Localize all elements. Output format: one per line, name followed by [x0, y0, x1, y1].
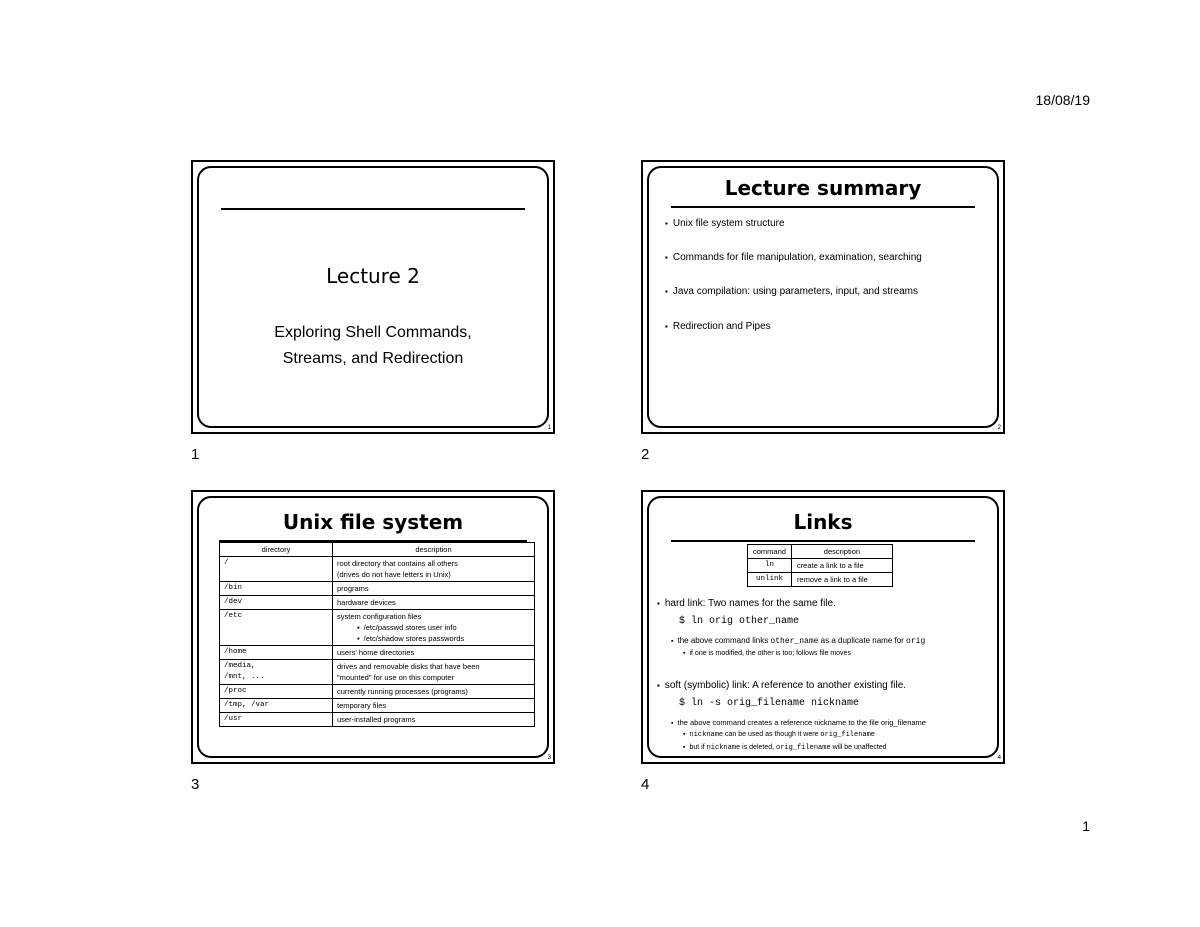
hard-link-sub-sub-bullet: ▪ if one is modified, the other is too; follows file moves [683, 650, 851, 657]
dir-text: /media, [224, 662, 256, 670]
sub-code: nickname [706, 744, 741, 752]
slide-2-label: 2 [641, 446, 650, 463]
slide-corner-number: 3 [547, 755, 551, 761]
slide-4 [641, 490, 1005, 764]
table-row [220, 582, 535, 596]
summary-bullet: ▪ Java compilation: using parameters, input, and streams [665, 286, 918, 297]
header-description: description [333, 543, 535, 557]
desc-text: drives and removable disks that have been [337, 662, 480, 671]
table-row [220, 699, 535, 713]
summary-bullet: ▪ Redirection and Pipes [665, 321, 771, 332]
dir-cell: /dev [220, 596, 333, 610]
dir-cell: /home [220, 646, 333, 660]
desc-cell: users' home directories [333, 646, 535, 660]
desc-cell: remove a link to a file [791, 573, 892, 587]
header-directory: directory [220, 543, 333, 557]
desc-text: "mounted" for use on this computer [337, 673, 455, 682]
dir-cell: /usr [220, 713, 333, 727]
dir-text: /mnt, ... [224, 673, 265, 681]
hard-link-command: $ ln orig other_name [679, 616, 800, 627]
sub-bullet: ▪ /etc/shadow stores passwords [337, 633, 530, 644]
slide-4-title: Links [793, 510, 853, 534]
soft-link-command: $ ln -s orig_filename nickname [679, 698, 860, 709]
desc-cell: user-installed programs [333, 713, 535, 727]
table-row [220, 610, 535, 646]
slide-corner-number: 4 [997, 755, 1001, 761]
sub-text: but if [689, 744, 707, 751]
slide-2-title: Lecture summary [724, 176, 922, 200]
desc-cell [333, 610, 535, 646]
soft-link-sub-sub-bullet [683, 744, 887, 752]
dir-cell: /etc [220, 610, 333, 646]
desc-cell: temporary files [333, 699, 535, 713]
table-row [220, 646, 535, 660]
desc-cell: currently running processes (programs) [333, 685, 535, 699]
table-row [220, 557, 535, 582]
dir-cell [220, 660, 333, 685]
desc-text: root directory that contains all others [337, 559, 458, 568]
slide-1-label: 1 [191, 446, 200, 463]
link-command-table [747, 544, 893, 587]
hard-link-sub-bullet [671, 636, 925, 646]
sub-code: orig_filename [820, 731, 875, 739]
slide-1-frame [197, 166, 549, 428]
table-row [220, 685, 535, 699]
desc-cell: create a link to a file [791, 559, 892, 573]
sub-code: nickname [689, 731, 724, 739]
table-row [748, 559, 893, 573]
sub-text: the above command links [677, 636, 771, 645]
slide-2-frame [647, 166, 999, 428]
soft-link-sub-bullet: ▪ the above command creates a reference nickname to the file orig_filename [671, 718, 926, 727]
dir-cell: / [220, 557, 333, 582]
hard-link-bullet: ▪ hard link: Two names for the same file. [657, 598, 836, 609]
dir-cell: /bin [220, 582, 333, 596]
title-rule [221, 208, 525, 210]
slide-3-label: 3 [191, 776, 200, 793]
title-rule [671, 206, 975, 208]
table-row [220, 713, 535, 727]
sub-code: orig_filename [776, 744, 831, 752]
command-cell: ln [748, 559, 792, 573]
soft-link-bullet: ▪ soft (symbolic) link: A reference to another existing file. [657, 680, 906, 691]
directory-table [219, 542, 535, 727]
slide-3 [191, 490, 555, 764]
slide-3-frame [197, 496, 549, 758]
header-command: command [748, 545, 792, 559]
title-rule [671, 540, 975, 542]
page-date: 18/08/19 [1035, 92, 1090, 108]
dir-cell: /proc [220, 685, 333, 699]
slide-corner-number: 1 [547, 425, 551, 431]
page-number: 1 [1082, 818, 1090, 834]
subtitle-line-2: Streams, and Redirection [282, 350, 464, 367]
slide-1 [191, 160, 555, 434]
subtitle-line-1: Exploring Shell Commands, [274, 324, 472, 341]
sub-text: is deleted, [740, 744, 777, 751]
summary-bullet: ▪ Commands for file manipulation, examination, searching [665, 252, 922, 263]
desc-text: (drives do not have letters in Unix) [337, 570, 451, 579]
slide-1-subtitle [199, 320, 547, 372]
desc-cell [333, 557, 535, 582]
header-description: description [791, 545, 892, 559]
slide-1-title: Lecture 2 [326, 264, 420, 288]
slide-4-frame [647, 496, 999, 758]
summary-bullet: ▪ Unix file system structure [665, 218, 785, 229]
slide-2 [641, 160, 1005, 434]
soft-link-sub-sub-bullet [683, 731, 875, 739]
desc-cell [333, 660, 535, 685]
desc-text: system configuration files [337, 612, 422, 621]
table-row [748, 573, 893, 587]
sub-text: will be unaffected [830, 744, 887, 751]
dir-cell: /tmp, /var [220, 699, 333, 713]
table-row [220, 596, 535, 610]
slide-corner-number: 2 [997, 425, 1001, 431]
slide-3-title: Unix file system [282, 510, 464, 534]
sub-text: can be used as though it were [723, 731, 821, 738]
slide-4-label: 4 [641, 776, 650, 793]
desc-cell: hardware devices [333, 596, 535, 610]
command-cell: unlink [748, 573, 792, 587]
sub-code: other_name [770, 637, 819, 646]
sub-code: orig [906, 637, 926, 646]
sub-text: as a duplicate name for [818, 636, 907, 645]
desc-cell: programs [333, 582, 535, 596]
table-row [220, 660, 535, 685]
sub-bullet: ▪ /etc/passwd stores user info [337, 622, 530, 633]
